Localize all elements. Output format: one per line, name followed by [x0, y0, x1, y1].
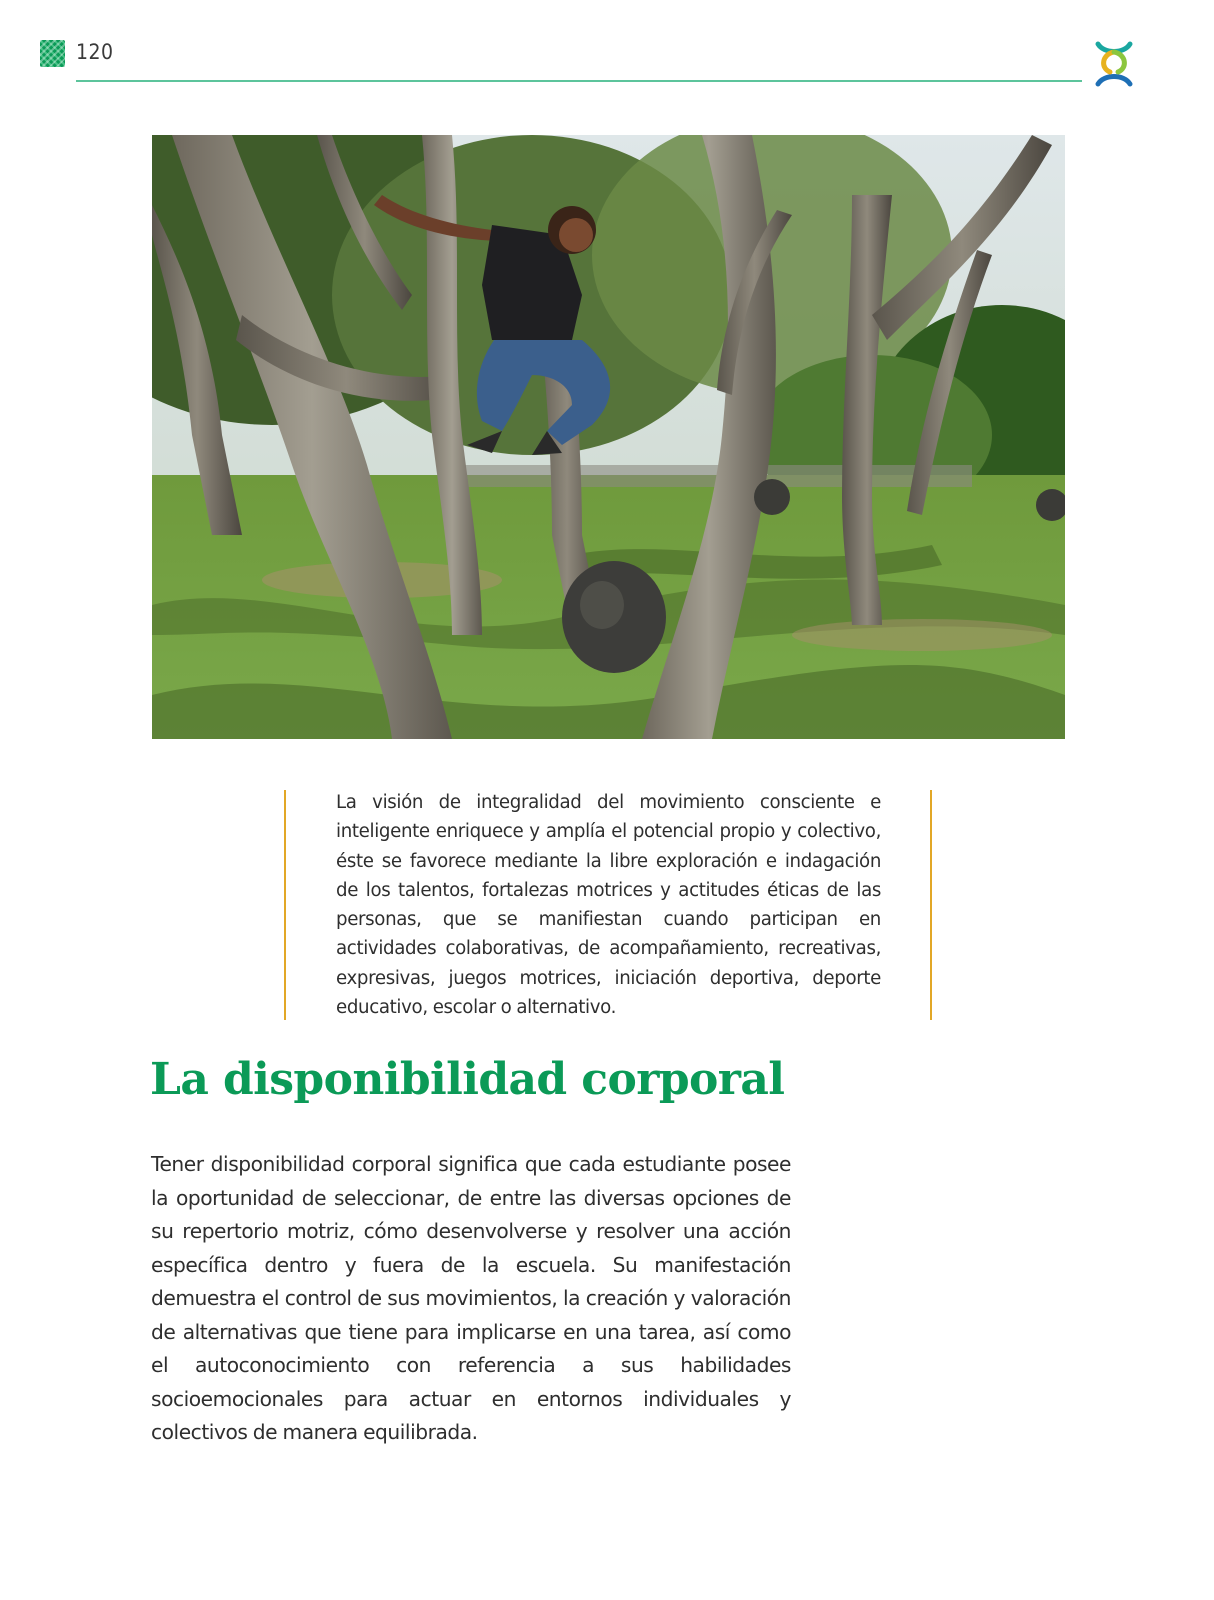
header-divider [76, 80, 1082, 82]
section-title: La disponibilidad corporal [150, 1054, 785, 1105]
quote-bar-right [930, 790, 932, 1020]
program-logo-icon [1088, 38, 1140, 90]
quote-bar-left [284, 790, 286, 1020]
park-photo [152, 135, 1065, 739]
park-photo-image [152, 135, 1065, 739]
body-paragraph: Tener disponibilidad corporal significa que cada estudiante posee la oportunidad de seleccionar, de entre las diversas opciones de su repertorio motriz, cómo desenvolverse y resolver una acción específica dentro y fuera de la escuela. Su manifestación demuestra el control de sus movimientos, la creación y valoración de alternativas que tiene para implicarse en una tarea, así como el autoconocimiento con referencia a sus habilidades socioemocionales para actuar en entornos individuales y colectivos de manera equilibrada. [151, 1152, 791, 1444]
quote-text: La visión de integralidad del movimiento consciente e inteligente enriquece y amplía el potencial propio y colectivo, éste se favorece mediante la libre exploración e indagación de los talentos, fortalezas motrices y actitudes éticas de las personas, que se manifiestan cuando participan en actividades colaborativas, de acompañamiento, recreativas, expresivas, juegos motrices, iniciación deportiva, deporte educativo, escolar o alternativo. [336, 792, 881, 1019]
header-pattern-icon [40, 40, 65, 67]
page-number: 120 [76, 40, 114, 64]
